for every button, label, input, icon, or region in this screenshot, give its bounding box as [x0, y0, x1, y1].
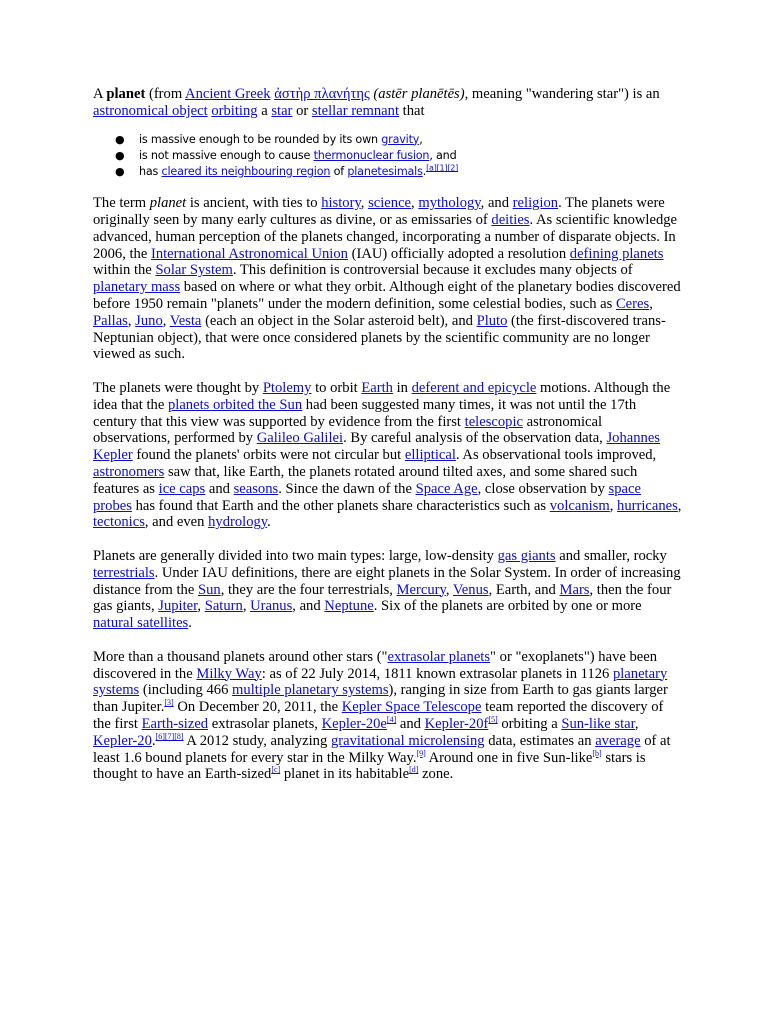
link-gas-giants[interactable]: gas giants — [497, 547, 556, 564]
link-gravity[interactable]: gravity — [381, 132, 420, 146]
list-item — [93, 164, 683, 180]
text: planet in its habitable — [280, 766, 410, 783]
text: . As observational tools improved, — [455, 447, 657, 464]
link-deities[interactable]: deities — [491, 212, 530, 228]
list-item — [93, 132, 683, 148]
text: , they are the four terrestrials, — [220, 581, 397, 598]
paragraph-extrasolar — [93, 649, 683, 783]
text: , — [649, 295, 653, 312]
text: and smaller, rocky — [555, 547, 667, 564]
text: The planets were thought by — [93, 379, 263, 396]
link-pallas[interactable]: Pallas — [93, 312, 128, 329]
link-hurricanes[interactable]: hurricanes — [617, 497, 678, 514]
footnote-ref[interactable]: [c] — [271, 765, 281, 775]
text: based on where or what they orbit. Although eight of the planetary bodies discovered before 1950 remain "planets" under the modern definition, some celestial bodies, such as — [93, 279, 681, 312]
link-astronomical-object[interactable]: astronomical object — [93, 102, 208, 119]
text: , and even — [144, 514, 209, 531]
link-terrestrials[interactable]: terrestrials — [93, 564, 155, 581]
link-mythology[interactable]: mythology — [418, 195, 481, 212]
link-juno[interactable]: Juno — [135, 312, 163, 329]
text: within the — [93, 262, 156, 279]
link-planetary-mass[interactable]: planetary mass — [93, 279, 181, 296]
bullet-icon: ● — [115, 132, 125, 146]
link-galileo[interactable]: Galileo Galilei — [256, 430, 344, 447]
text: team reported the discovery of the first — [93, 699, 664, 732]
footnote-refs[interactable]: [a][1][2] — [426, 163, 459, 173]
transliteration: (astēr planētēs) — [373, 86, 465, 102]
text: . — [151, 732, 156, 749]
text: had been suggested many times, it was not until the 17th century that this view was supported by evidence from the first — [93, 396, 637, 430]
text: , — [411, 195, 419, 212]
text: , — [127, 312, 136, 329]
link-pluto[interactable]: Pluto — [476, 312, 508, 329]
text: extrasolar planets, — [208, 715, 322, 732]
paragraph-gap — [93, 531, 683, 548]
text: and — [396, 715, 425, 732]
text: (IAU) officially adopted a resolution — [347, 245, 570, 262]
criteria-list — [93, 132, 683, 181]
text: : as of 22 July 2014, 1811 known extrasolar planets in 1126 — [261, 665, 613, 682]
text: . Under IAU definitions, there are eight planets in the Solar System. In order of increasing distance from the — [93, 564, 681, 598]
text: is massive enough to be rounded by its own — [139, 132, 382, 146]
link-kepler-space-telescope[interactable]: Kepler Space Telescope — [341, 699, 482, 716]
text: . This definition is controversial because it excludes many objects of — [232, 262, 633, 279]
bullet-icon: ● — [115, 148, 125, 162]
link-saturn[interactable]: Saturn — [204, 598, 243, 615]
text: Around one in five Sun-like — [425, 749, 593, 766]
paragraph-planet-observation — [93, 380, 683, 531]
text: found the planets' orbits were not circular but — [132, 447, 405, 464]
link-sun[interactable]: Sun — [197, 581, 221, 598]
link-cleared-neighbouring-region[interactable]: cleared its neighbouring region — [161, 165, 331, 178]
text: , — [634, 715, 639, 732]
link-uranus[interactable]: Uranus — [250, 598, 293, 615]
text: A 2012 study, analyzing — [183, 732, 331, 749]
text: . — [267, 514, 271, 531]
text: More than a thousand planets around other stars (" — [93, 648, 388, 665]
link-ptolemy[interactable]: Ptolemy — [262, 379, 312, 396]
text: . Since the dawn of the — [278, 480, 416, 497]
list-item — [93, 148, 683, 164]
text: ), ranging in size from Earth to gas giants larger than Jupiter. — [93, 682, 668, 716]
paragraph-term-history — [93, 195, 683, 363]
link-planets-orbited-sun[interactable]: planets orbited the Sun — [167, 396, 303, 413]
text: , Earth, and — [488, 581, 560, 598]
link-gravitational-microlensing[interactable]: gravitational microlensing — [330, 732, 485, 749]
link-telescopic[interactable]: telescopic — [464, 413, 523, 430]
footnote-ref[interactable]: [d] — [409, 765, 419, 775]
text: a — [257, 102, 272, 119]
italic-term: planet — [149, 195, 187, 212]
text: (including 466 — [139, 682, 233, 699]
text: , — [419, 132, 423, 146]
footnote-ref[interactable]: [5] — [488, 715, 498, 725]
paragraph-planet-types — [93, 548, 683, 632]
text: astronomical observations, performed by — [93, 413, 603, 447]
text: , — [242, 598, 251, 615]
bullet-icon: ● — [115, 165, 125, 178]
text: to orbit — [311, 379, 362, 396]
link-deferent-epicycle[interactable]: deferent and epicycle — [411, 379, 537, 396]
link-solar-system[interactable]: Solar System — [155, 262, 233, 279]
text: in — [392, 379, 412, 396]
link-elliptical[interactable]: elliptical — [404, 447, 456, 464]
link-star[interactable]: star — [271, 102, 293, 119]
text: . — [422, 165, 427, 178]
criteria-list-wrap — [93, 132, 683, 181]
paragraph-gap — [93, 363, 683, 380]
text: , and — [292, 598, 325, 615]
link-neptune[interactable]: Neptune — [324, 598, 374, 615]
link-milky-way[interactable]: Milky Way — [196, 665, 262, 682]
link-ceres[interactable]: Ceres — [615, 295, 650, 312]
text: . The planets were originally seen by many early cultures as divine, or as emissaries of — [93, 195, 665, 228]
text: of — [330, 165, 348, 178]
footnote-ref[interactable]: [4] — [386, 715, 397, 725]
link-space-age[interactable]: Space Age — [415, 480, 478, 497]
link-stellar-remnant[interactable]: stellar remnant — [311, 102, 400, 119]
link-seasons[interactable]: seasons — [233, 480, 279, 497]
text: that — [399, 102, 425, 119]
text: , meaning "wandering star") is an — [464, 86, 660, 102]
text: . Six of the planets are orbited by one or more — [373, 598, 642, 615]
link-earth-sized[interactable]: Earth-sized — [141, 715, 209, 732]
link-orbiting[interactable]: orbiting — [211, 102, 258, 119]
text: , — [162, 312, 170, 329]
bold-term-planet: planet — [106, 86, 146, 102]
text: , — [360, 195, 369, 212]
paragraph-gap — [93, 632, 683, 649]
link-tectonics[interactable]: tectonics — [93, 514, 145, 531]
link-kepler-20[interactable]: Kepler-20 — [93, 732, 152, 749]
link-hydrology[interactable]: hydrology — [208, 514, 268, 531]
text: , — [197, 598, 205, 615]
text: , and — [429, 148, 457, 162]
text: , and — [480, 195, 513, 212]
text: . By careful analysis of the observation data, — [343, 430, 607, 447]
link-ancient-greek[interactable]: Ancient Greek — [185, 86, 271, 102]
link-natural-satellites[interactable]: natural satellites — [93, 615, 189, 632]
text: , — [677, 497, 682, 514]
link-sun-like-star[interactable]: Sun-like star — [561, 715, 635, 732]
text: (from — [145, 86, 186, 102]
link-johannes-kepler[interactable]: Johannes Kepler — [93, 430, 660, 464]
text: or — [292, 102, 312, 119]
text: (each an object in the Solar asteroid belt), and — [201, 312, 477, 329]
text: zone. — [418, 766, 454, 783]
link-venus[interactable]: Venus — [452, 581, 489, 598]
link-religion[interactable]: religion — [512, 195, 559, 212]
link-ice-caps[interactable]: ice caps — [158, 480, 206, 497]
text: stars is thought to have an Earth-sized — [93, 749, 646, 783]
text: orbiting a — [497, 715, 562, 732]
text: . — [188, 615, 192, 632]
text: The term — [93, 195, 150, 212]
link-space-probes[interactable]: space probes — [93, 480, 641, 514]
text: Planets are generally divided into two main types: large, low-density — [93, 547, 498, 564]
link-mercury[interactable]: Mercury — [396, 581, 446, 598]
link-history[interactable]: history — [321, 195, 361, 212]
text: . As scientific knowledge advanced, human perception of the planets changed, incorporating a number of disparate objects. In 2006, the — [93, 212, 678, 262]
link-science[interactable]: science — [368, 195, 412, 212]
text: data, estimates an — [484, 732, 596, 749]
footnote-ref[interactable]: [3] — [164, 698, 174, 708]
link-defining-planets[interactable]: defining planets — [569, 245, 664, 262]
text: A — [93, 86, 107, 102]
footnote-refs[interactable]: [6][7][8] — [155, 731, 184, 741]
text: motions. Although the idea that the — [93, 379, 671, 413]
link-multiple-planetary-systems[interactable]: multiple planetary systems — [232, 682, 389, 699]
link-greek-term[interactable]: ἀστὴρ πλανήτης — [274, 86, 370, 102]
link-vesta[interactable]: Vesta — [169, 312, 202, 329]
link-average[interactable]: average — [595, 732, 641, 749]
link-volcanism[interactable]: volcanism — [549, 497, 610, 514]
text: (the first-discovered trans-Neptunian object), that were once considered planets by the scientific community are no longer viewed as such. — [93, 312, 666, 363]
text: , — [445, 581, 453, 598]
text: , — [609, 497, 618, 514]
footnote-ref[interactable]: [b] — [592, 748, 602, 758]
text: and — [205, 480, 234, 497]
intro-paragraph — [93, 86, 683, 120]
link-jupiter[interactable]: Jupiter — [158, 598, 198, 615]
text: has found that Earth and the other planets share characteristics such as — [131, 497, 550, 514]
link-earth[interactable]: Earth — [361, 379, 393, 396]
text: saw that, like Earth, the planets rotated around tilted axes, and some shared such features as — [93, 463, 638, 497]
footnote-ref[interactable]: [9] — [416, 748, 426, 758]
link-iau[interactable]: International Astronomical Union — [150, 245, 348, 262]
link-astronomers[interactable]: astronomers — [93, 463, 165, 480]
link-kepler-20f[interactable]: Kepler-20f — [424, 715, 489, 732]
link-kepler-20e[interactable]: Kepler-20e — [321, 715, 387, 732]
text: On December 20, 2011, the — [173, 699, 342, 716]
text: has — [139, 165, 162, 178]
article-body — [93, 86, 683, 783]
text: is ancient, with ties to — [186, 195, 322, 212]
link-planetary-systems[interactable]: planetary systems — [93, 665, 668, 699]
text: " or "exoplanets") have been discovered in the — [93, 648, 658, 682]
link-thermonuclear-fusion[interactable]: thermonuclear fusion — [313, 148, 430, 162]
text: is not massive enough to cause — [139, 148, 314, 162]
text: , close observation by — [477, 480, 609, 497]
link-mars[interactable]: Mars — [559, 581, 590, 598]
link-planetesimals[interactable]: planetesimals — [347, 165, 423, 178]
text: , then the four gas giants, — [93, 581, 672, 615]
link-extrasolar-planets[interactable]: extrasolar planets — [387, 648, 491, 665]
text: of at least 1.6 bound planets for every star in the Milky Way. — [93, 732, 671, 766]
